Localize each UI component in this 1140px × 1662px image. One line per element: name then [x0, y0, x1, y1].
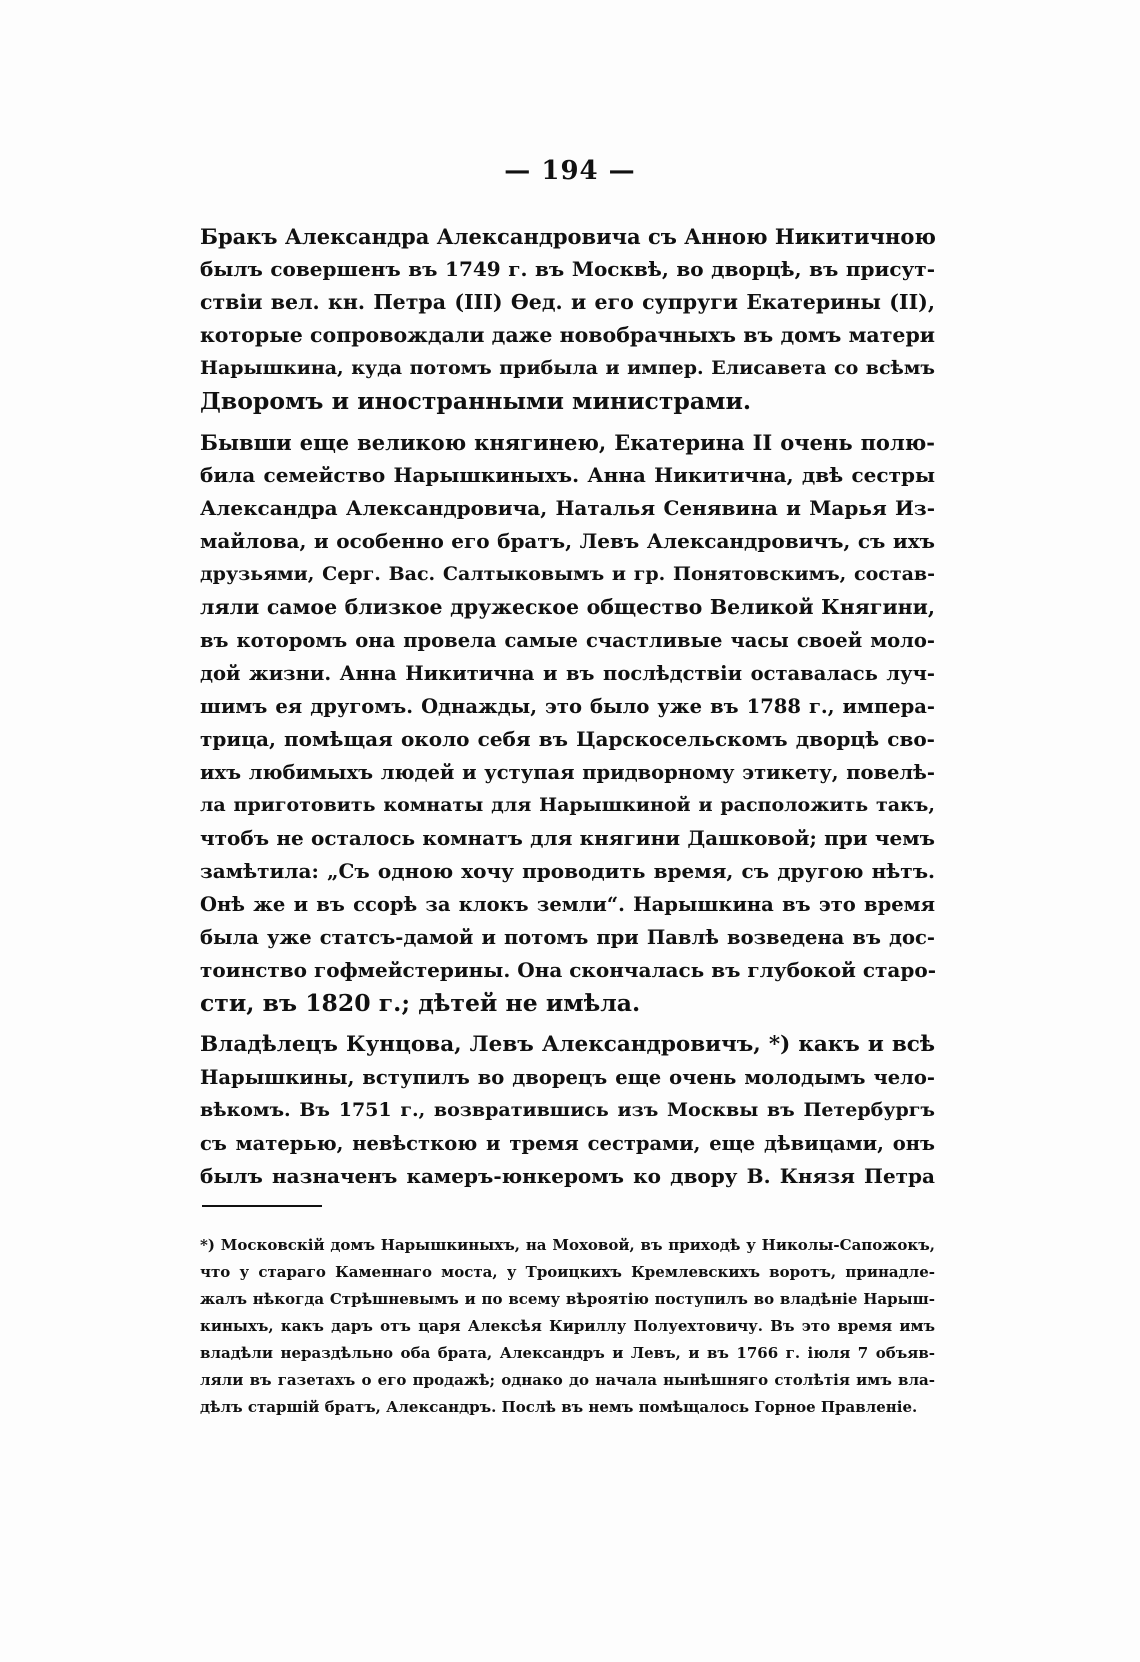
footnote-line: жалъ нѣкогда Стрѣшневымъ и по всему вѣроятію поступилъ во владѣніе Нарыш- — [200, 1290, 935, 1308]
text-line: Владѣлецъ Кунцова, Левъ Александровичъ, *) какъ и всѣ — [200, 1032, 935, 1057]
text-line: былъ назначенъ камеръ-юнкеромъ ко двору В. Князя Петра — [200, 1164, 935, 1188]
text-line: сти, въ 1820 г.; дѣтей не имѣла. — [200, 989, 641, 1017]
text-line: которые сопровождали даже новобрачныхъ въ домъ матери — [200, 323, 935, 347]
paragraph-3 — [200, 1028, 935, 1193]
text-line: въ которомъ она провела самые счастливые часы своей моло- — [200, 629, 935, 652]
text-line: шимъ ея другомъ. Однажды, это было уже въ 1788 г., импера- — [200, 695, 935, 718]
footnote-line: владѣли нераздѣльно оба брата, Александръ и Левъ, и въ 1766 г. іюля 7 объяв- — [200, 1344, 935, 1362]
text-line: ствіи вел. кн. Петра (III) Ѳед. и его супруги Екатерины (II), — [200, 290, 935, 314]
text-line: Онѣ же и въ ссорѣ за клокъ земли“. Нарышкина въ это время — [200, 893, 935, 916]
text-line: былъ совершенъ въ 1749 г. въ Москвѣ, во дворцѣ, въ присут- — [200, 257, 935, 281]
text-line: друзьями, Серг. Вас. Салтыковымъ и гр. Понятовскимъ, состав- — [200, 563, 935, 585]
text-line: вѣкомъ. Въ 1751 г., возвратившись изъ Москвы въ Петербургъ — [200, 1099, 935, 1121]
main-text — [200, 220, 935, 1201]
text-line: дой жизни. Анна Никитична и въ послѣдствіи оставалась луч- — [200, 662, 935, 685]
text-line: ихъ любимыхъ людей и уступая придворному этикету, повелѣ- — [200, 761, 935, 784]
text-line: Дворомъ и иностранными министрами. — [200, 387, 752, 415]
text-line: ла приготовить комнаты для Нарышкиной и расположить такъ, — [200, 794, 935, 816]
footnote-separator — [202, 1205, 322, 1207]
page-number: — 194 — — [504, 156, 636, 186]
text-line: чтобъ не осталось комнатъ для княгини Дашковой; при чемъ — [200, 826, 935, 850]
text-line: Нарышкины, вступилъ во дворецъ еще очень молодымъ чело- — [200, 1066, 935, 1089]
footnote-line: дѣлъ старшій братъ, Александръ. Послѣ въ немъ помѣщалось Горное Правленіе. — [200, 1398, 918, 1416]
text-line: ляли самое близкое дружеское общество Великой Княгини, — [200, 595, 935, 619]
text-line: Бывши еще великою княгинею, Екатерина II очень полю- — [200, 430, 935, 455]
footnote-line: что у стараго Каменнаго моста, у Троицкихъ Кремлевскихъ воротъ, принадле- — [200, 1263, 935, 1281]
text-line: майлова, и особенно его братъ, Левъ Александровичъ, съ ихъ — [200, 529, 935, 553]
text-line: трица, помѣщая около себя въ Царскосельскомъ дворцѣ сво- — [200, 727, 935, 751]
text-line: съ матерью, невѣсткою и тремя сестрами, еще дѣвицами, онъ — [200, 1132, 935, 1155]
text-line: замѣтила: „Съ одною хочу проводить время, съ другою нѣтъ. — [200, 859, 935, 883]
text-line: Александра Александровича, Наталья Сенявина и Марья Из- — [200, 496, 935, 520]
footnote-line: ляли въ газетахъ о его продажѣ; однако до начала нынѣшняго столѣтія имъ вла- — [200, 1371, 935, 1389]
footnote-line: киныхъ, какъ даръ отъ царя Алексѣя Кириллу Полуехтовичу. Въ это время имъ — [200, 1317, 935, 1335]
footnote-line: *) Московскій домъ Нарышкиныхъ, на Моховой, въ приходѣ у Николы-Сапожокъ, — [200, 1236, 935, 1254]
text-line: била семейство Нарышкиныхъ. Анна Никитична, двѣ сестры — [200, 463, 935, 487]
paragraph-2 — [200, 426, 935, 1020]
paragraph-1 — [200, 220, 935, 418]
footnote — [200, 1232, 935, 1421]
text-line: Бракъ Александра Александровича съ Анною Никитичною — [200, 224, 936, 249]
text-line: тоинство гофмейстерины. Она скончалась въ глубокой старо- — [200, 958, 936, 982]
text-line: была уже статсъ-дамой и потомъ при Павлѣ возведена въ дос- — [200, 926, 935, 949]
text-line: Нарышкина, куда потомъ прибыла и импер. Елисавета со всѣмъ — [200, 357, 935, 379]
